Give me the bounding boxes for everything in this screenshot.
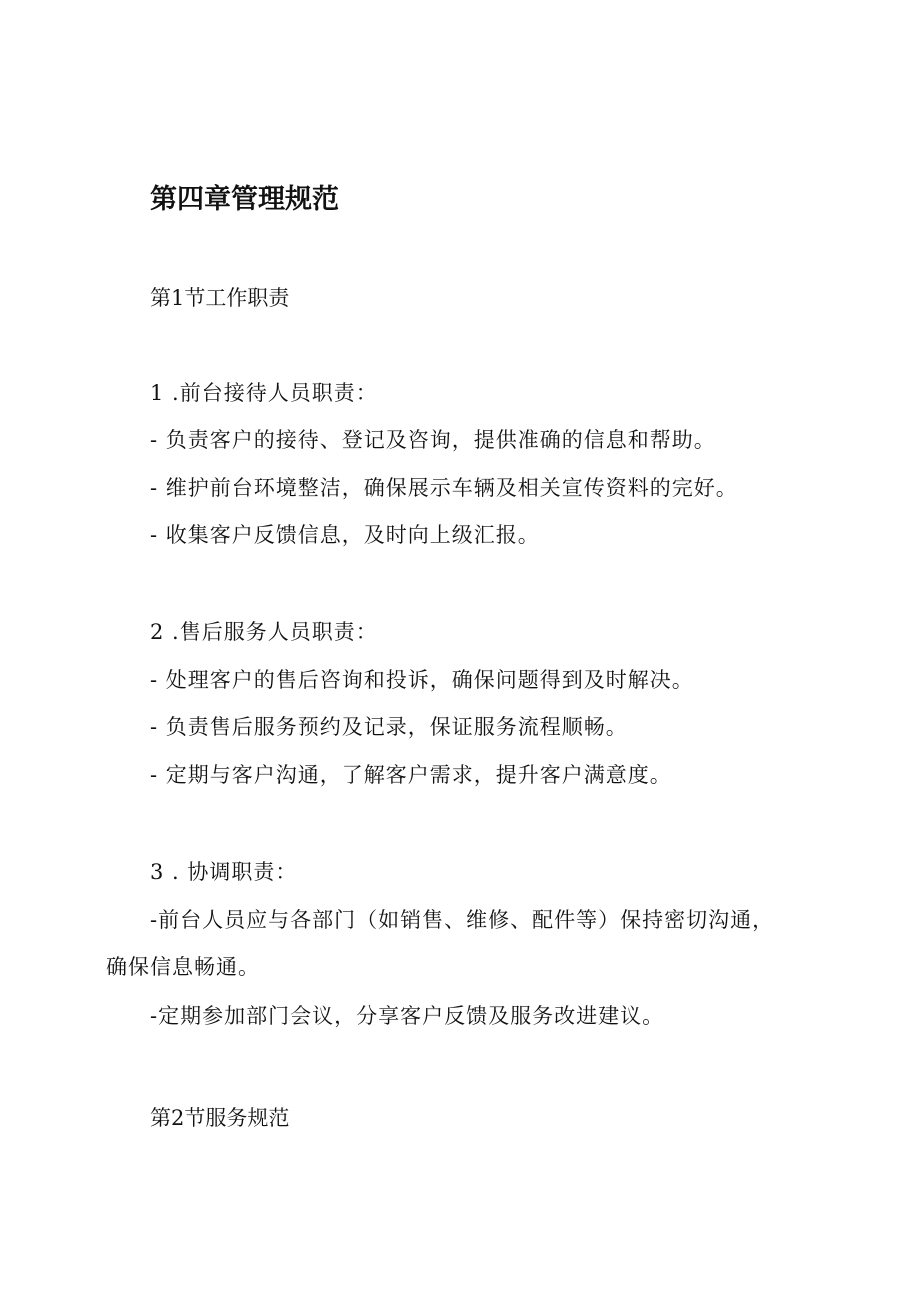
duty-heading-reception: 1 .前台接待人员职责： <box>150 381 378 405</box>
section-title-2: 第2节服务规范 <box>150 1106 290 1130</box>
duty-line: - 定期与客户沟通，了解客户需求，提升客户满意度。 <box>150 763 672 787</box>
duty-line: -定期参加部门会议，分享客户反馈及服务改进建议。 <box>150 1004 665 1028</box>
duty-line: - 维护前台环境整洁，确保展示车辆及相关宣传资料的完好。 <box>150 476 738 500</box>
duty-line: - 收集客户反馈信息，及时向上级汇报。 <box>150 523 540 547</box>
section-title-1: 第1节工作职责 <box>150 286 290 310</box>
duty-line: - 处理客户的售后咨询和投诉，确保问题得到及时解决。 <box>150 668 694 692</box>
duty-line: -前台人员应与各部门（如销售、维修、配件等）保持密切沟通， <box>150 908 775 932</box>
chapter-title: 第四章管理规范 <box>150 184 339 215</box>
duty-line-continuation: 确保信息畅通。 <box>106 955 260 979</box>
duty-line: - 负责售后服务预约及记录，保证服务流程顺畅。 <box>150 715 628 739</box>
duty-line: - 负责客户的接待、登记及咨询，提供准确的信息和帮助。 <box>150 428 716 452</box>
duty-heading-coordination: 3 . 协调职责： <box>150 860 298 884</box>
duty-heading-after-sales: 2 .售后服务人员职责： <box>150 620 378 644</box>
